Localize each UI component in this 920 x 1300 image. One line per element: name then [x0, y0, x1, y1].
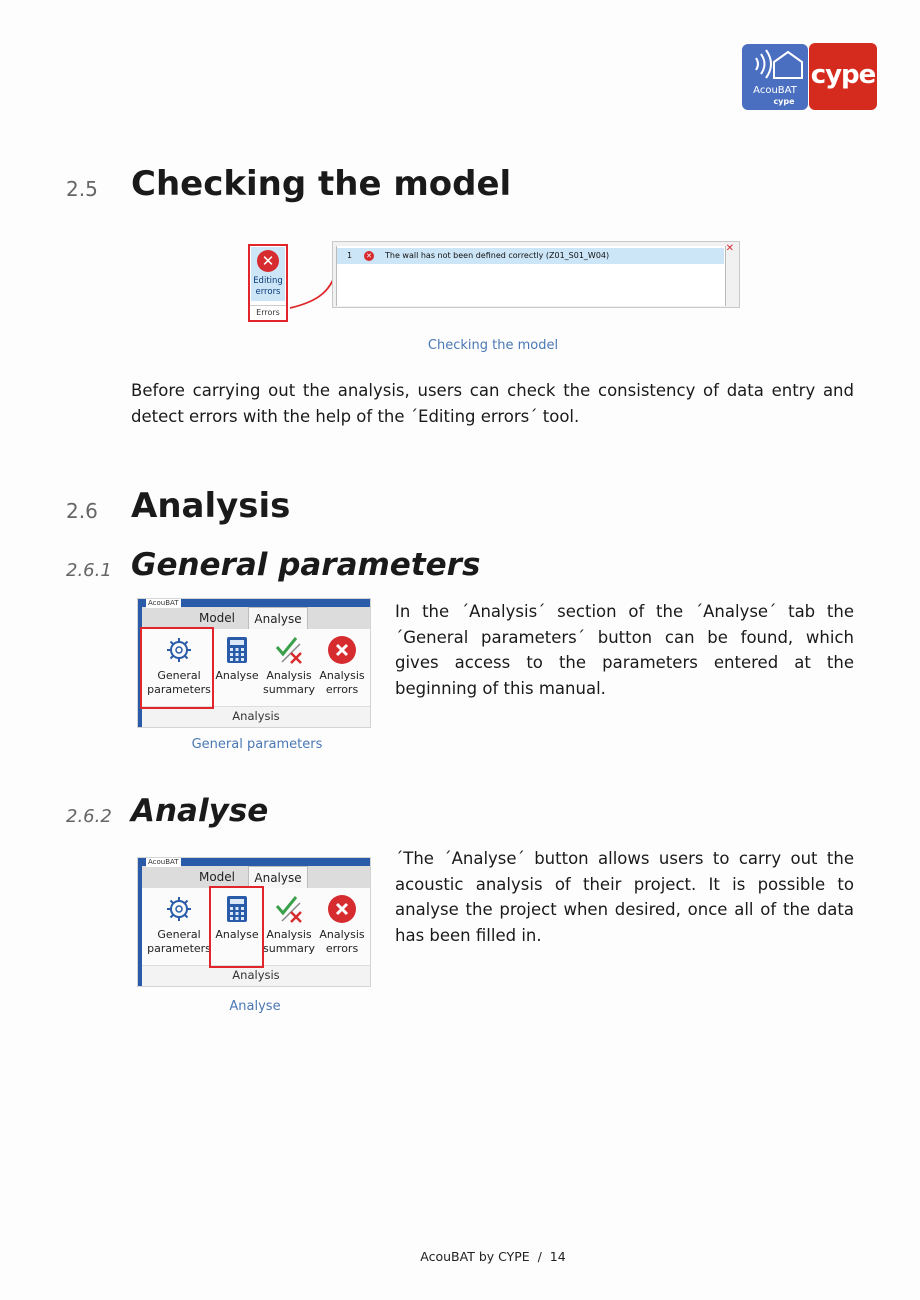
highlight-box — [209, 886, 264, 968]
tab-analyse[interactable]: Analyse — [248, 866, 308, 889]
subsection-number: 2.6.1 — [66, 560, 112, 581]
acoubat-mini-logo: AcouBAT — [148, 858, 179, 866]
errors-panel — [332, 241, 740, 308]
paragraph-general: In the ´Analysis´ section of the ´Analyse´ tab the ´General parameters´ button can be found, which gives access to the parameters entered at the beginning of this manual. — [395, 602, 854, 698]
logo-acoubat-text: AcouBAT — [753, 85, 797, 96]
general-parameters-button[interactable]: General parameters — [144, 894, 214, 956]
figure-caption: General parameters — [191, 737, 323, 752]
figure-caption: Analyse — [229, 999, 281, 1014]
logo-cype-small-text: cype — [773, 97, 795, 106]
subsection-number: 2.6.2 — [66, 806, 112, 827]
analysis-group-label: Analysis — [142, 965, 370, 984]
error-row[interactable] — [337, 248, 724, 264]
figure-caption: Checking the model — [427, 338, 559, 353]
gear-icon — [164, 894, 194, 924]
error-x-icon: ✕ — [364, 251, 374, 261]
analysis-group-label: Analysis — [142, 706, 370, 725]
analysis-summary-button[interactable]: Analysis summary — [262, 635, 316, 697]
section-title: Checking the model — [131, 164, 512, 204]
cype-logo: cype — [809, 43, 877, 110]
calculator-icon — [222, 635, 252, 665]
analyse-button[interactable]: Analyse — [214, 635, 260, 683]
paragraph-analyse: ´The ´Analyse´ button allows users to carry out the acoustic analysis of their project. It is possible to analyse the project when desired, once all of the data has been filled in. — [395, 849, 854, 945]
acoubat-mini-logo: AcouBAT — [148, 599, 179, 607]
error-x-icon — [327, 894, 357, 924]
error-x-icon: ✕ — [257, 250, 279, 272]
analyse-button[interactable]: Analyse — [214, 894, 260, 942]
analyse-ribbon — [137, 857, 371, 987]
speaker-house-icon — [742, 44, 808, 84]
editing-errors-label-2: errors — [255, 287, 281, 297]
editing-errors-button[interactable] — [248, 244, 288, 322]
analysis-summary-button[interactable]: Analysis summary — [262, 894, 316, 956]
error-row-text: The wall has not been defined correctly (Z01_S01_W04) — [385, 251, 610, 260]
tab-model[interactable]: Model — [198, 870, 236, 884]
error-row-number: 1 — [347, 251, 353, 260]
check-cross-icon — [274, 635, 304, 665]
analysis-errors-button[interactable]: Analysis errors — [316, 894, 368, 956]
subsection-title: General parameters — [131, 547, 481, 583]
errors-group-label: Errors — [250, 305, 286, 320]
tab-analyse[interactable]: Analyse — [248, 607, 308, 630]
section-title: Analysis — [131, 486, 291, 526]
section-number: 2.6 — [66, 499, 98, 523]
tab-model[interactable]: Model — [198, 611, 236, 625]
general-parameters-button[interactable]: General parameters — [144, 635, 214, 697]
acoubat-logo — [742, 44, 808, 110]
paragraph-checking: Before carrying out the analysis, users can check the consistency of data entry and detect errors with the help of the ´Editing errors´ tool. — [131, 381, 854, 426]
analyse-ribbon — [137, 598, 371, 728]
analysis-errors-button[interactable]: Analysis errors — [316, 635, 368, 697]
close-icon[interactable]: ✕ — [725, 243, 734, 254]
page-footer: AcouBAT by CYPE / 14 — [420, 1249, 566, 1264]
editing-errors-label-1: Editing — [253, 276, 283, 286]
error-x-icon — [327, 635, 357, 665]
subsection-title: Analyse — [131, 793, 269, 829]
check-cross-icon — [274, 894, 304, 924]
section-number: 2.5 — [66, 177, 98, 201]
brand-logo — [742, 43, 877, 110]
highlight-box — [140, 627, 214, 709]
